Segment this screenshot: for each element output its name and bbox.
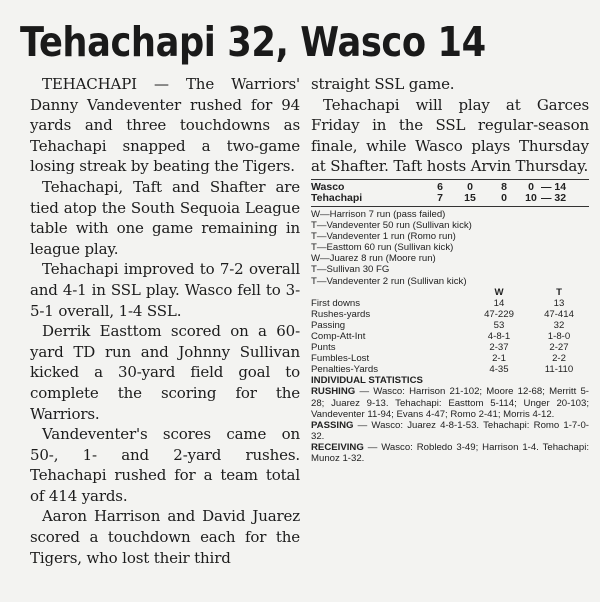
stat-value: 13: [553, 297, 565, 309]
stat-value: 47-229: [484, 308, 514, 320]
stat-value: 47-414: [544, 308, 574, 320]
quarter-score: 6: [437, 180, 443, 193]
stat-value: 11-110: [544, 364, 574, 376]
article-paragraph: Vandeventer's scores came on 50-, 1- and 2-yard rushes. Tehachapi rushed for a team total of 414 yards.: [30, 425, 300, 505]
team-stats-row: [311, 353, 589, 364]
divider: [311, 179, 589, 180]
quarter-score: 0: [467, 180, 473, 193]
quarter-score: 15: [464, 191, 476, 204]
scoring-play: W—Harrison 7 run (pass failed): [311, 208, 446, 220]
article-paragraph: Tehachapi improved to 7-2 overall and 4-1 in SSL play. Wasco fell to 3-5-1 overall, 1-4 SSL.: [30, 260, 300, 320]
scoring-play: T—Vandeventer 1 run (Romo run): [311, 231, 456, 243]
scoring-play: T—Easttom 60 run (Sullivan kick): [311, 242, 454, 254]
article-paragraph: straight SSL game.: [311, 75, 455, 93]
stat-label: Punts: [311, 342, 336, 354]
stat-value: 2-1: [492, 353, 506, 365]
quarter-score: 0: [501, 191, 507, 204]
individual-stats-passing: [311, 420, 589, 442]
stats-header-cell: W: [494, 286, 504, 298]
stat-value: 2-37: [489, 342, 509, 354]
stat-value: 4-35: [489, 364, 509, 376]
team-stats-row: [311, 320, 589, 331]
quarter-score: 8: [501, 180, 507, 193]
stat-label: Penalties-Yards: [311, 364, 379, 376]
headline: Tehachapi 32, Wasco 14: [20, 18, 486, 66]
stat-category-label: RECEIVING: [311, 441, 364, 453]
stat-label: Rushes-yards: [311, 308, 371, 320]
stat-value: 4-8-1: [487, 331, 511, 342]
team-stats-row: [311, 342, 589, 353]
team-stats-row: [311, 309, 589, 320]
team-stats-header: [311, 287, 589, 298]
quarter-score: 0: [528, 180, 534, 193]
article-column-right: [311, 74, 589, 464]
scoring-play: W—Juarez 8 run (Moore run): [311, 253, 436, 265]
stat-category-label: RUSHING: [311, 386, 356, 398]
article-column-left: [30, 74, 300, 568]
final-score: — 14: [541, 180, 567, 193]
scoring-summary: [311, 209, 589, 287]
line-score-table: [311, 182, 589, 204]
stats-header-cell: T: [556, 286, 562, 298]
divider: [311, 206, 589, 207]
line-score-row: [311, 193, 589, 204]
article-paragraph: Tehachapi, Taft and Shafter are tied atop the South Sequoia League table with one game remaining in league play.: [30, 177, 300, 258]
stat-category-text: — Wasco: Harrison 21-102; Moore 12-68; Merritt 5-28; Juarez 9-13. Tehachapi: Easttom 5-114; Unger 20-103; Vandeventer 11-94; Evans 4-47; Romo 2-41; Morris 4-12.: [311, 386, 589, 420]
stat-value: 2-27: [549, 342, 569, 354]
article-paragraph: Tehachapi will play at Garces Friday in the SSL regular-season finale, while Wasco plays Thursday at Shafter. Taft hosts Arvin Thursday.: [311, 95, 589, 176]
team-name: Tehachapi: [311, 191, 363, 204]
individual-stats-rushing: [311, 386, 589, 419]
scoring-play: T—Vandeventer 50 run (Sullivan kick): [311, 220, 472, 232]
stat-value: 32: [553, 319, 565, 331]
quarter-score: 7: [437, 191, 443, 204]
stat-category-label: PASSING: [311, 419, 354, 431]
team-stats-table: [311, 287, 589, 376]
stat-category-text: — Wasco: Robledo 3-49; Harrison 1-4. Tehachapi: Munoz 1-32.: [311, 441, 589, 465]
quarter-score: 10: [525, 191, 537, 204]
stat-label: Comp-Att-Int: [311, 331, 366, 342]
stat-label: Fumbles-Lost: [311, 353, 370, 365]
stat-value: 2-2: [552, 353, 566, 365]
stats-header-cell: [311, 287, 469, 298]
stat-label: Passing: [311, 319, 346, 331]
stat-value: 53: [493, 319, 505, 331]
scoring-play: T—Vandeventer 2 run (Sullivan kick): [311, 275, 467, 287]
team-stats-row: [311, 364, 589, 375]
article-paragraph: Derrik Easttom scored on a 60-yard TD run and Johnny Sullivan kicked a 30-yard field goal to complete the scoring for the Warriors.: [30, 322, 300, 423]
stat-value: 14: [493, 297, 505, 309]
box-score: [311, 179, 589, 464]
stat-category-text: — Wasco: Juarez 4-8-1-53. Tehachapi: Romo 1-7-0-32.: [311, 419, 589, 442]
team-stats-row: [311, 298, 589, 309]
individual-stats-receiving: [311, 442, 589, 464]
team-stats-row: [311, 331, 589, 342]
scoring-play: T—Sullivan 30 FG: [311, 264, 390, 276]
stat-label: First downs: [311, 297, 361, 309]
final-score: — 32: [541, 191, 567, 204]
team-name: Wasco: [311, 180, 345, 193]
article-paragraph: TEHACHAPI — The Warriors' Danny Vandeventer rushed for 94 yards and three touchdowns as Tehachapi snapped a two-game losing streak by beating the Tigers.: [30, 75, 300, 176]
article-paragraph: Aaron Harrison and David Juarez scored a touchdown each for the Tigers, who lost their third: [30, 507, 300, 567]
individual-stats-title: INDIVIDUAL STATISTICS: [311, 375, 423, 387]
stat-value: 1-8-0: [547, 331, 571, 342]
